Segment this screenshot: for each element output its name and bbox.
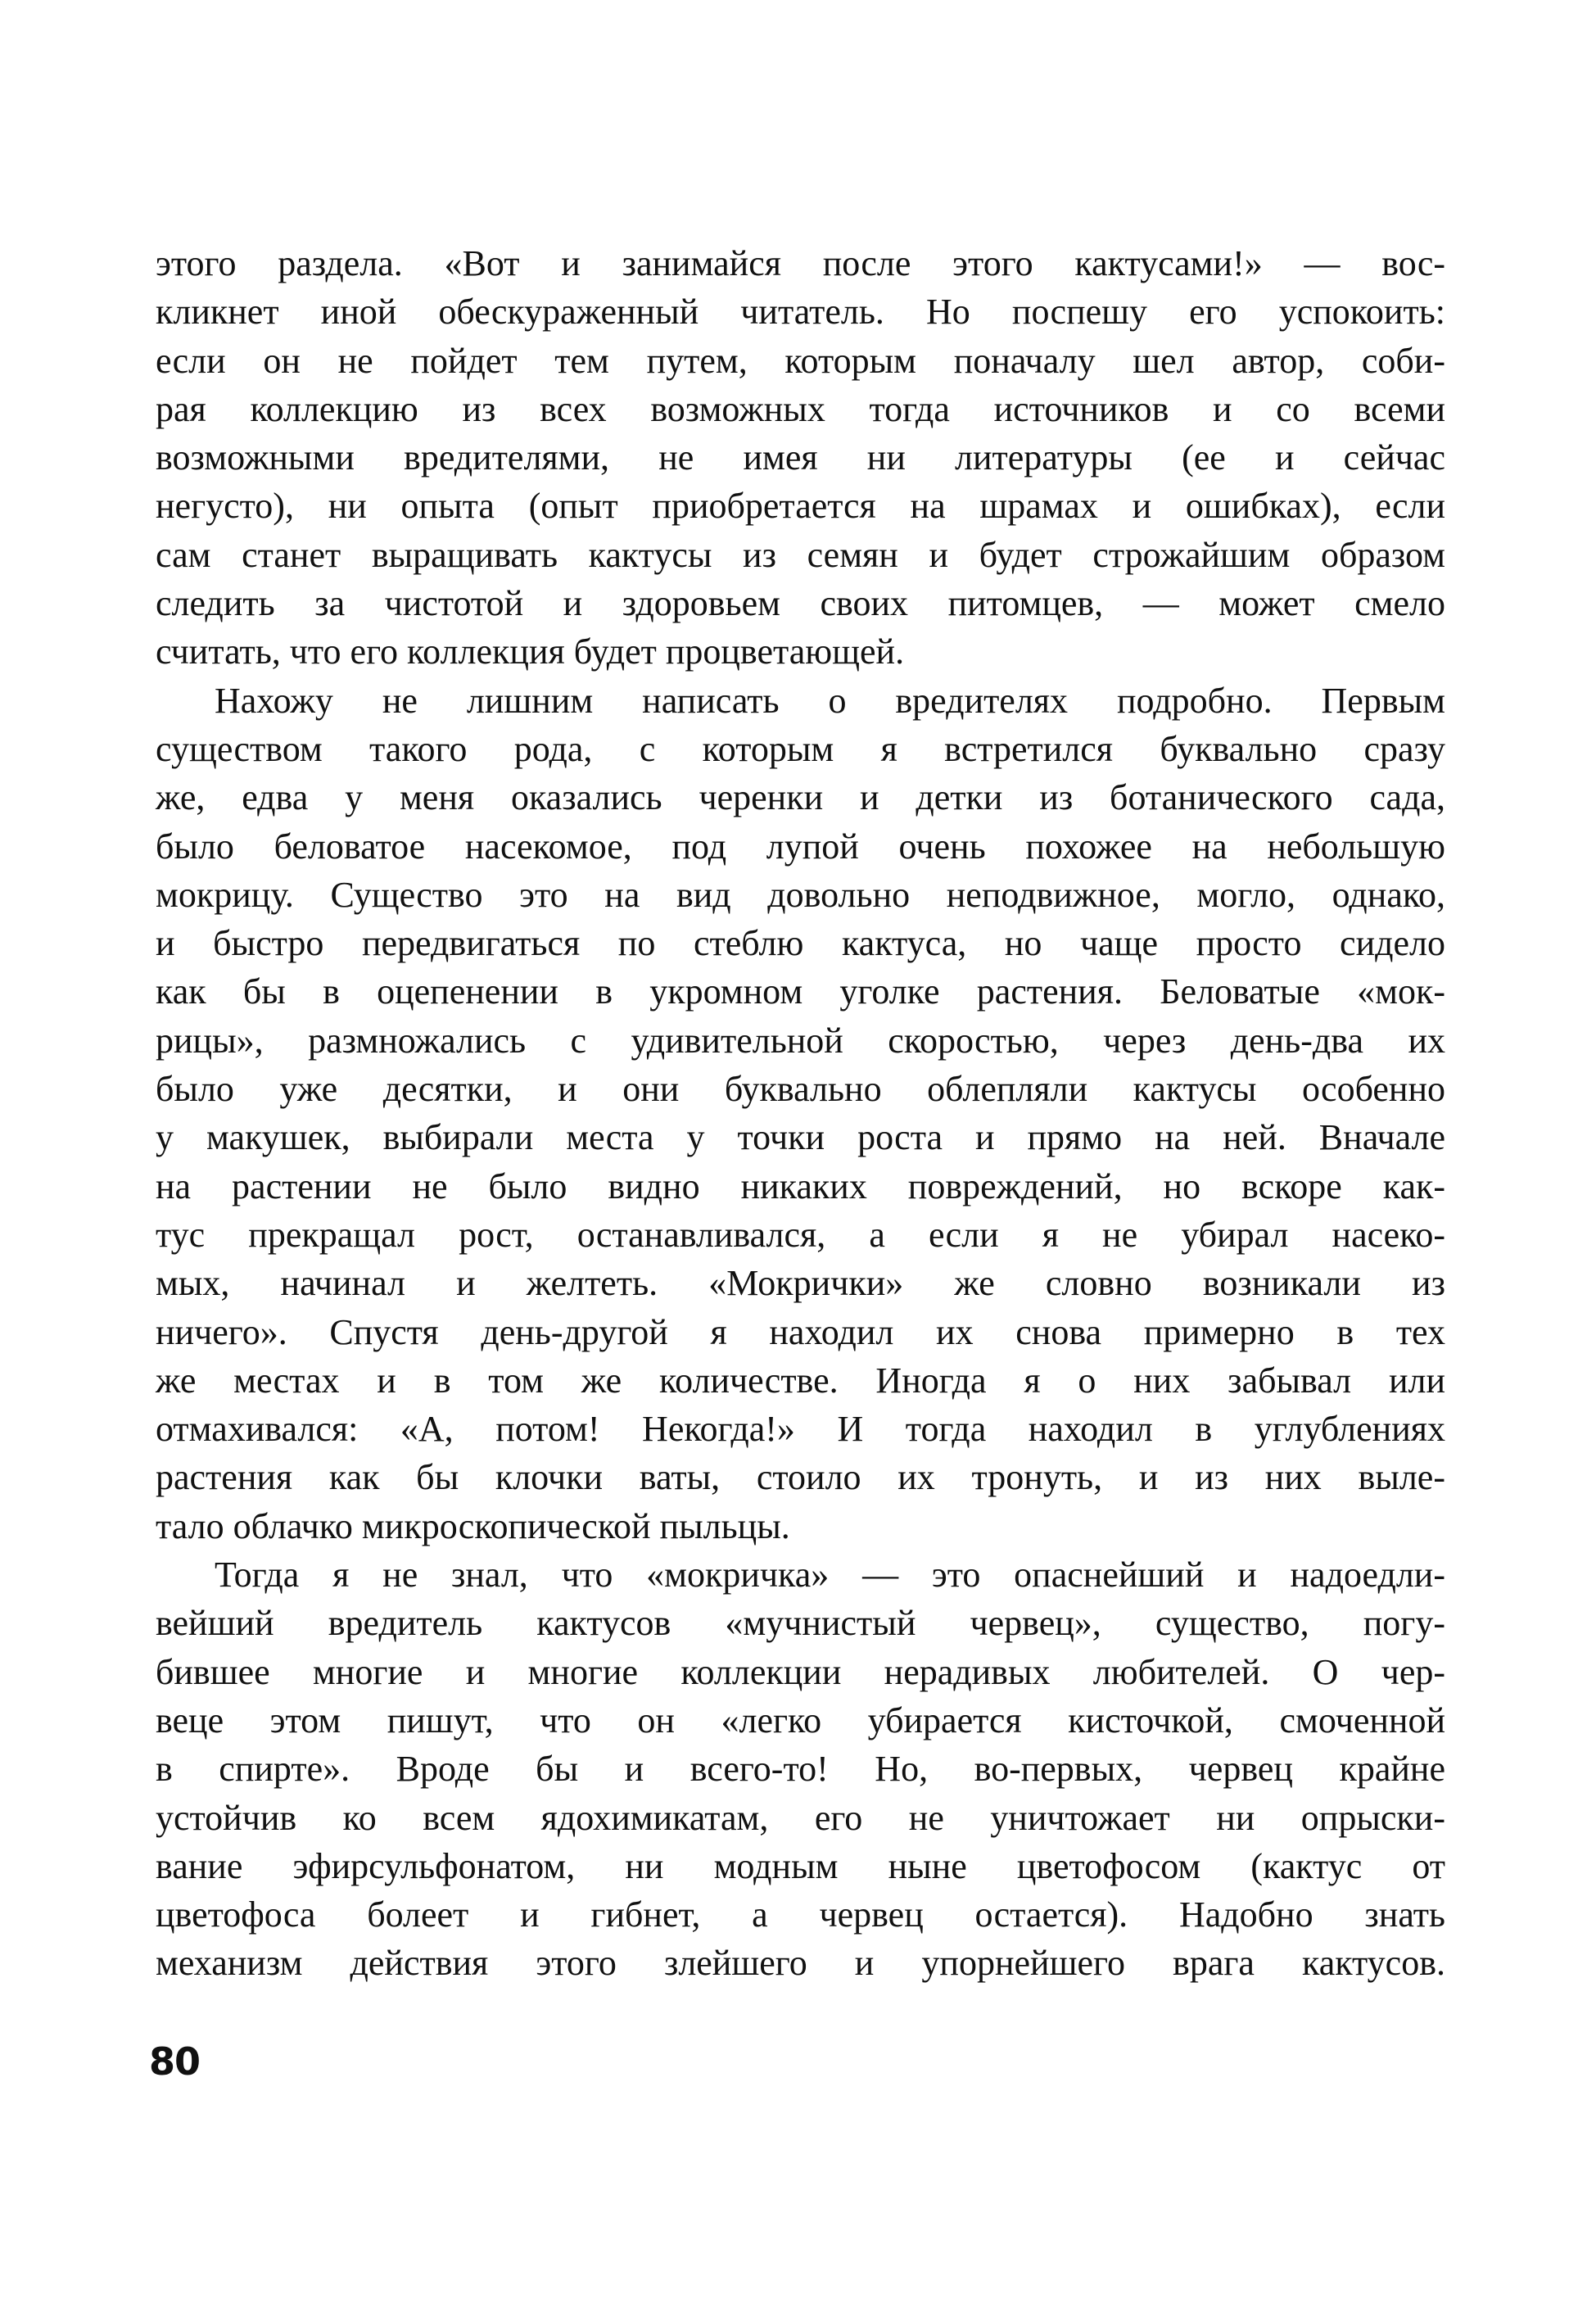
text-line: ничего». Спустя день-другой я находил их снова примерно в тех	[156, 1311, 1445, 1352]
text-line: и быстро передвигаться по стеблю кактуса, но чаще просто сидело	[156, 923, 1445, 964]
body-text	[156, 239, 1445, 1988]
text-line: у макушек, выбирали места у точки роста и прямо на ней. Вначале	[156, 1117, 1445, 1158]
text-line: механизм действия этого злейшего и упорнейшего врага кактусов.	[156, 1943, 1445, 1984]
text-line: цветофоса болеет и гибнет, а червец остается). Надобно знать	[156, 1894, 1445, 1935]
text-line: этого раздела. «Вот и занимайся после этого кактусами!» — вос-	[156, 243, 1445, 283]
text-line: вейший вредитель кактусов «мучнистый червец», существо, погу-	[156, 1603, 1445, 1644]
page-number: 80	[149, 2039, 201, 2084]
paragraph-1	[156, 239, 1445, 677]
text-line: же, едва у меня оказались черенки и детки из ботанического сада,	[156, 777, 1445, 818]
text-line: если он не пойдет тем путем, которым поначалу шел автор, соби-	[156, 340, 1445, 381]
text-line: считать, что его коллекция будет процветающей.	[156, 631, 905, 672]
text-line: на растении не было видно никаких повреждений, но вскоре как-	[156, 1166, 1445, 1206]
text-line: вание эфирсульфонатом, ни модным ныне цветофосом (кактус от	[156, 1845, 1445, 1886]
text-line: существом такого рода, с которым я встретился буквально сразу	[156, 728, 1445, 769]
text-line: мокрицу. Существо это на вид довольно неподвижное, могло, однако,	[156, 874, 1445, 915]
text-line: отмахивался: «А, потом! Некогда!» И тогда находил в углублениях	[156, 1409, 1445, 1450]
text-line: рицы», размножались с удивительной скоростью, через день-два их	[156, 1020, 1445, 1061]
text-line: Нахожу не лишним написать о вредителях подробно. Первым	[215, 680, 1445, 721]
text-line: Тогда я не знал, что «мокричка» — это опаснейший и надоедли-	[215, 1555, 1445, 1596]
text-line: же местах и в том же количестве. Иногда я о них забывал или	[156, 1360, 1445, 1401]
text-line: тус прекращал рост, останавливался, а если я не убирал насеко-	[156, 1214, 1445, 1255]
text-line: следить за чистотой и здоровьем своих питомцев, — может смело	[156, 583, 1445, 624]
text-line: возможными вредителями, не имея ни литературы (ее и сейчас	[156, 437, 1445, 478]
paragraph-3	[156, 1550, 1445, 1988]
paragraph-2	[156, 677, 1445, 1550]
text-line: было беловатое насекомое, под лупой очень похожее на небольшую	[156, 826, 1445, 867]
text-line: было уже десятки, и они буквально облепляли кактусы особенно	[156, 1069, 1445, 1110]
text-line: мых, начинал и желтеть. «Мокрички» же словно возникали из	[156, 1263, 1445, 1304]
text-line: веце этом пишут, что он «легко убирается кисточкой, смоченной	[156, 1700, 1445, 1740]
text-line: в спирте». Вроде бы и всего-то! Но, во-первых, червец крайне	[156, 1749, 1445, 1790]
text-line: кликнет иной обескураженный читатель. Но поспешу его успокоить:	[156, 292, 1445, 333]
text-line: как бы в оцепенении в укромном уголке растения. Беловатые «мок-	[156, 971, 1445, 1012]
text-line: рая коллекцию из всех возможных тогда источников и со всеми	[156, 388, 1445, 429]
text-line: бившее многие и многие коллекции нерадивых любителей. О чер-	[156, 1651, 1445, 1692]
text-line: устойчив ко всем ядохимикатам, его не уничтожает ни опрыски-	[156, 1797, 1445, 1838]
text-line: растения как бы клочки ваты, стоило их тронуть, и из них выле-	[156, 1457, 1445, 1498]
text-line: тало облачко микроскопической пыльцы.	[156, 1505, 790, 1546]
text-line: сам станет выращивать кактусы из семян и будет строжайшим образом	[156, 534, 1445, 575]
text-line: негусто), ни опыта (опыт приобретается на шрамах и ошибках), если	[156, 486, 1445, 527]
